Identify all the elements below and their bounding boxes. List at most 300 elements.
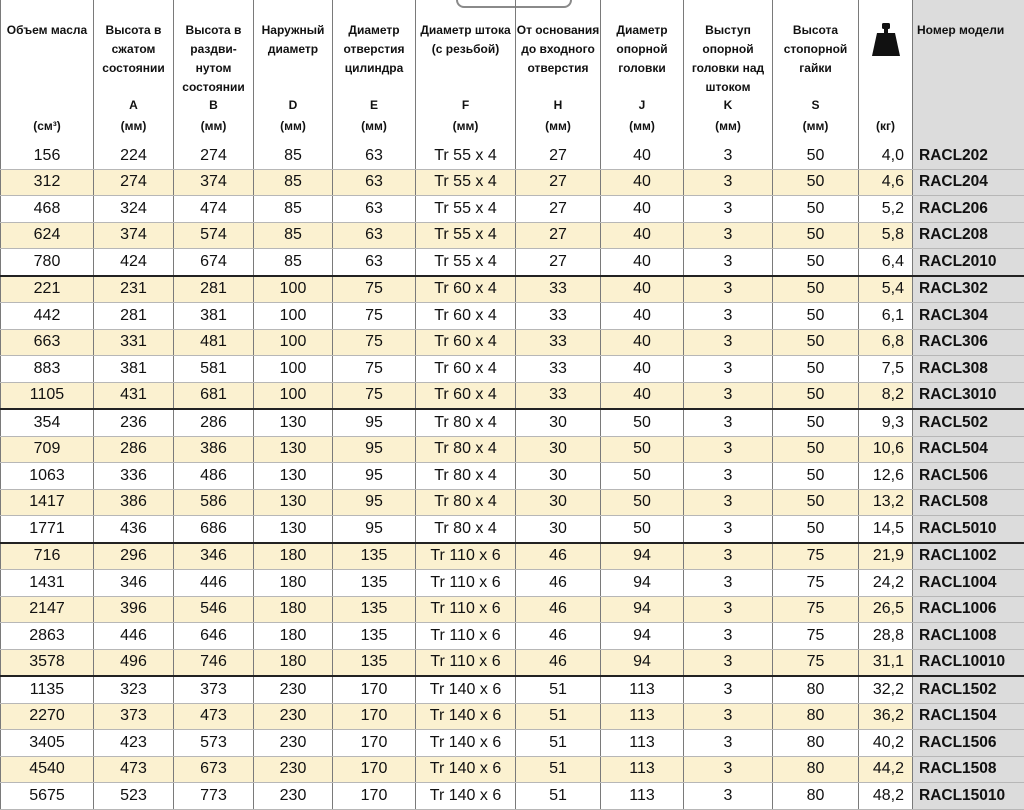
cell-saddle-diameter: 113 <box>601 730 684 757</box>
cell-saddle-diameter: 40 <box>601 222 684 249</box>
cell-extended-height: 586 <box>174 489 254 516</box>
cell-extended-height: 274 <box>174 143 254 169</box>
cell-collapsed-height: 274 <box>94 169 174 196</box>
header-row <box>1 0 1024 143</box>
header-collapsed-height <box>94 0 174 143</box>
cell-saddle-protrusion: 3 <box>684 303 773 330</box>
cell-collapsed-height: 286 <box>94 436 174 463</box>
cell-extended-height: 381 <box>174 303 254 330</box>
cell-base-to-inlet: 27 <box>516 169 601 196</box>
cell-collapsed-height: 446 <box>94 623 174 650</box>
cell-saddle-diameter: 94 <box>601 543 684 570</box>
cell-weight: 13,2 <box>859 489 913 516</box>
cell-model-number: RACL1504 <box>913 703 1024 730</box>
cell-bore-diameter: 135 <box>333 649 416 676</box>
header-letter: K <box>684 96 772 115</box>
cell-rod-diameter: Tr 60 x 4 <box>416 356 516 383</box>
cell-saddle-diameter: 40 <box>601 303 684 330</box>
cell-collapsed-height: 373 <box>94 703 174 730</box>
header-bore-diameter <box>333 0 416 143</box>
cell-locknut-height: 80 <box>773 756 859 783</box>
cell-locknut-height: 80 <box>773 783 859 810</box>
cell-oil-volume: 1417 <box>1 489 94 516</box>
cell-saddle-protrusion: 3 <box>684 676 773 703</box>
cell-saddle-diameter: 113 <box>601 756 684 783</box>
cell-outer-diameter: 180 <box>254 596 333 623</box>
cell-collapsed-height: 323 <box>94 676 174 703</box>
table-row <box>1 329 1024 356</box>
cell-locknut-height: 50 <box>773 222 859 249</box>
cell-model-number: RACL1008 <box>913 623 1024 650</box>
cell-bore-diameter: 95 <box>333 409 416 436</box>
cell-extended-height: 286 <box>174 409 254 436</box>
cell-oil-volume: 2863 <box>1 623 94 650</box>
cell-locknut-height: 75 <box>773 649 859 676</box>
cell-rod-diameter: Tr 140 x 6 <box>416 756 516 783</box>
cell-weight: 31,1 <box>859 649 913 676</box>
cell-extended-height: 681 <box>174 382 254 409</box>
cell-base-to-inlet: 33 <box>516 303 601 330</box>
table-row <box>1 436 1024 463</box>
cell-model-number: RACL15010 <box>913 783 1024 810</box>
cell-collapsed-height: 396 <box>94 596 174 623</box>
header-title: Высота стопорной гайки <box>773 0 858 78</box>
cell-oil-volume: 663 <box>1 329 94 356</box>
header-letter: F <box>416 96 515 115</box>
cell-locknut-height: 50 <box>773 382 859 409</box>
cell-saddle-diameter: 40 <box>601 276 684 303</box>
cell-bore-diameter: 75 <box>333 276 416 303</box>
cell-locknut-height: 50 <box>773 329 859 356</box>
cell-collapsed-height: 296 <box>94 543 174 570</box>
table-row <box>1 196 1024 223</box>
cell-rod-diameter: Tr 60 x 4 <box>416 329 516 356</box>
cell-rod-diameter: Tr 55 x 4 <box>416 222 516 249</box>
table-row <box>1 463 1024 490</box>
cell-oil-volume: 1063 <box>1 463 94 490</box>
table-row <box>1 143 1024 169</box>
table-row <box>1 703 1024 730</box>
cell-base-to-inlet: 27 <box>516 196 601 223</box>
cell-oil-volume: 709 <box>1 436 94 463</box>
cell-oil-volume: 354 <box>1 409 94 436</box>
cell-weight: 5,4 <box>859 276 913 303</box>
cell-base-to-inlet: 46 <box>516 596 601 623</box>
cell-extended-height: 474 <box>174 196 254 223</box>
cell-base-to-inlet: 33 <box>516 329 601 356</box>
cell-locknut-height: 80 <box>773 676 859 703</box>
cell-base-to-inlet: 51 <box>516 730 601 757</box>
header-title: Диаметр отверстия цилиндра <box>333 0 415 78</box>
cell-oil-volume: 716 <box>1 543 94 570</box>
cell-bore-diameter: 75 <box>333 356 416 383</box>
cell-extended-height: 686 <box>174 516 254 543</box>
cell-saddle-protrusion: 3 <box>684 463 773 490</box>
cell-base-to-inlet: 51 <box>516 676 601 703</box>
cell-extended-height: 486 <box>174 463 254 490</box>
weight-icon <box>859 22 912 64</box>
cell-saddle-diameter: 94 <box>601 596 684 623</box>
cell-model-number: RACL308 <box>913 356 1024 383</box>
cell-extended-height: 773 <box>174 783 254 810</box>
cell-base-to-inlet: 33 <box>516 356 601 383</box>
cell-outer-diameter: 100 <box>254 329 333 356</box>
header-letter: J <box>601 96 683 115</box>
header-unit: (кг) <box>859 117 912 136</box>
cell-collapsed-height: 331 <box>94 329 174 356</box>
cell-outer-diameter: 130 <box>254 463 333 490</box>
cell-oil-volume: 1105 <box>1 382 94 409</box>
cell-model-number: RACL502 <box>913 409 1024 436</box>
header-title: Наружный диаметр <box>254 0 332 59</box>
cell-rod-diameter: Tr 110 x 6 <box>416 543 516 570</box>
cell-extended-height: 446 <box>174 570 254 597</box>
cell-base-to-inlet: 51 <box>516 703 601 730</box>
cell-collapsed-height: 431 <box>94 382 174 409</box>
cell-weight: 26,5 <box>859 596 913 623</box>
cell-saddle-protrusion: 3 <box>684 329 773 356</box>
cell-bore-diameter: 75 <box>333 303 416 330</box>
cell-base-to-inlet: 51 <box>516 783 601 810</box>
header-letter: S <box>773 96 858 115</box>
cell-bore-diameter: 95 <box>333 436 416 463</box>
cell-rod-diameter: Tr 80 x 4 <box>416 409 516 436</box>
cell-saddle-protrusion: 3 <box>684 543 773 570</box>
cell-locknut-height: 50 <box>773 463 859 490</box>
cell-rod-diameter: Tr 80 x 4 <box>416 436 516 463</box>
table-row <box>1 276 1024 303</box>
cell-weight: 32,2 <box>859 676 913 703</box>
cell-oil-volume: 3578 <box>1 649 94 676</box>
cell-base-to-inlet: 30 <box>516 516 601 543</box>
cell-weight: 44,2 <box>859 756 913 783</box>
cell-oil-volume: 221 <box>1 276 94 303</box>
cell-extended-height: 374 <box>174 169 254 196</box>
table-row <box>1 489 1024 516</box>
header-unit: (мм) <box>684 117 772 136</box>
cell-weight: 40,2 <box>859 730 913 757</box>
header-locknut-height <box>773 0 859 143</box>
cell-base-to-inlet: 30 <box>516 463 601 490</box>
cell-outer-diameter: 230 <box>254 730 333 757</box>
cell-outer-diameter: 130 <box>254 436 333 463</box>
cell-collapsed-height: 336 <box>94 463 174 490</box>
cell-rod-diameter: Tr 140 x 6 <box>416 783 516 810</box>
header-title: Диаметр опорной головки <box>601 0 683 78</box>
cell-bore-diameter: 170 <box>333 703 416 730</box>
cell-weight: 8,2 <box>859 382 913 409</box>
cell-oil-volume: 442 <box>1 303 94 330</box>
cell-model-number: RACL204 <box>913 169 1024 196</box>
cell-model-number: RACL1004 <box>913 570 1024 597</box>
header-title: Выступ опорной головки над штоком <box>684 0 772 97</box>
cell-rod-diameter: Tr 80 x 4 <box>416 516 516 543</box>
cell-extended-height: 746 <box>174 649 254 676</box>
cell-weight: 5,2 <box>859 196 913 223</box>
cell-rod-diameter: Tr 60 x 4 <box>416 303 516 330</box>
cell-locknut-height: 80 <box>773 703 859 730</box>
cell-outer-diameter: 85 <box>254 222 333 249</box>
cell-model-number: RACL304 <box>913 303 1024 330</box>
cell-outer-diameter: 230 <box>254 756 333 783</box>
table-row <box>1 596 1024 623</box>
cell-collapsed-height: 381 <box>94 356 174 383</box>
cell-base-to-inlet: 27 <box>516 222 601 249</box>
cell-bore-diameter: 63 <box>333 249 416 276</box>
cell-oil-volume: 780 <box>1 249 94 276</box>
cell-oil-volume: 2147 <box>1 596 94 623</box>
cell-saddle-protrusion: 3 <box>684 783 773 810</box>
cell-model-number: RACL1508 <box>913 756 1024 783</box>
cell-oil-volume: 3405 <box>1 730 94 757</box>
cell-base-to-inlet: 46 <box>516 570 601 597</box>
cell-saddle-protrusion: 3 <box>684 409 773 436</box>
table-row <box>1 649 1024 676</box>
cell-bore-diameter: 170 <box>333 730 416 757</box>
header-unit: (мм) <box>254 117 332 136</box>
cell-saddle-protrusion: 3 <box>684 596 773 623</box>
cell-locknut-height: 50 <box>773 196 859 223</box>
cell-model-number: RACL302 <box>913 276 1024 303</box>
cell-rod-diameter: Tr 110 x 6 <box>416 649 516 676</box>
cell-saddle-diameter: 50 <box>601 516 684 543</box>
cell-locknut-height: 50 <box>773 303 859 330</box>
cell-weight: 9,3 <box>859 409 913 436</box>
cell-locknut-height: 50 <box>773 276 859 303</box>
table-row <box>1 169 1024 196</box>
cell-locknut-height: 50 <box>773 489 859 516</box>
header-saddle-diameter <box>601 0 684 143</box>
cell-extended-height: 481 <box>174 329 254 356</box>
cell-saddle-diameter: 50 <box>601 463 684 490</box>
cell-bore-diameter: 63 <box>333 169 416 196</box>
cell-outer-diameter: 100 <box>254 303 333 330</box>
header-title: Высота в сжатом состоянии <box>94 0 173 78</box>
cell-bore-diameter: 135 <box>333 570 416 597</box>
cell-collapsed-height: 473 <box>94 756 174 783</box>
cell-saddle-diameter: 40 <box>601 356 684 383</box>
cell-saddle-diameter: 113 <box>601 783 684 810</box>
cell-rod-diameter: Tr 60 x 4 <box>416 382 516 409</box>
cell-rod-diameter: Tr 55 x 4 <box>416 169 516 196</box>
table-row <box>1 730 1024 757</box>
cell-saddle-diameter: 40 <box>601 382 684 409</box>
cell-model-number: RACL1002 <box>913 543 1024 570</box>
cell-model-number: RACL1506 <box>913 730 1024 757</box>
table-row <box>1 516 1024 543</box>
header-unit: (мм) <box>516 117 600 136</box>
cell-rod-diameter: Tr 60 x 4 <box>416 276 516 303</box>
cell-oil-volume: 2270 <box>1 703 94 730</box>
cell-model-number: RACL508 <box>913 489 1024 516</box>
cell-outer-diameter: 130 <box>254 409 333 436</box>
cell-collapsed-height: 236 <box>94 409 174 436</box>
cell-base-to-inlet: 27 <box>516 143 601 169</box>
cell-rod-diameter: Tr 110 x 6 <box>416 596 516 623</box>
cell-bore-diameter: 75 <box>333 329 416 356</box>
cell-weight: 6,4 <box>859 249 913 276</box>
cell-weight: 5,8 <box>859 222 913 249</box>
cell-base-to-inlet: 30 <box>516 409 601 436</box>
header-oil-volume <box>1 0 94 143</box>
cell-base-to-inlet: 46 <box>516 623 601 650</box>
cell-bore-diameter: 95 <box>333 463 416 490</box>
cell-outer-diameter: 230 <box>254 703 333 730</box>
cell-extended-height: 386 <box>174 436 254 463</box>
cell-outer-diameter: 180 <box>254 623 333 650</box>
cell-model-number: RACL208 <box>913 222 1024 249</box>
header-title: Диаметр штока (с резьбой) <box>416 0 515 59</box>
cell-saddle-diameter: 40 <box>601 143 684 169</box>
cell-bore-diameter: 135 <box>333 543 416 570</box>
header-unit: (см³) <box>1 117 93 136</box>
cell-saddle-protrusion: 3 <box>684 756 773 783</box>
cell-outer-diameter: 85 <box>254 196 333 223</box>
cell-weight: 24,2 <box>859 570 913 597</box>
cell-saddle-diameter: 50 <box>601 409 684 436</box>
cell-weight: 36,2 <box>859 703 913 730</box>
cell-model-number: RACL206 <box>913 196 1024 223</box>
cell-oil-volume: 883 <box>1 356 94 383</box>
cell-collapsed-height: 523 <box>94 783 174 810</box>
cell-saddle-diameter: 94 <box>601 570 684 597</box>
header-letter: A <box>94 96 173 115</box>
cell-base-to-inlet: 51 <box>516 756 601 783</box>
cell-collapsed-height: 423 <box>94 730 174 757</box>
cell-outer-diameter: 180 <box>254 649 333 676</box>
cell-rod-diameter: Tr 140 x 6 <box>416 676 516 703</box>
cell-weight: 6,8 <box>859 329 913 356</box>
cell-model-number: RACL1006 <box>913 596 1024 623</box>
table-row <box>1 756 1024 783</box>
header-outer-diameter <box>254 0 333 143</box>
cell-extended-height: 574 <box>174 222 254 249</box>
cell-rod-diameter: Tr 55 x 4 <box>416 249 516 276</box>
cell-extended-height: 281 <box>174 276 254 303</box>
cell-oil-volume: 1135 <box>1 676 94 703</box>
cell-saddle-protrusion: 3 <box>684 143 773 169</box>
cell-saddle-protrusion: 3 <box>684 623 773 650</box>
cell-locknut-height: 75 <box>773 623 859 650</box>
cell-locknut-height: 80 <box>773 730 859 757</box>
cell-saddle-protrusion: 3 <box>684 570 773 597</box>
cell-extended-height: 581 <box>174 356 254 383</box>
cell-extended-height: 673 <box>174 756 254 783</box>
cell-base-to-inlet: 30 <box>516 489 601 516</box>
cell-extended-height: 674 <box>174 249 254 276</box>
header-extended-height <box>174 0 254 143</box>
cell-outer-diameter: 100 <box>254 382 333 409</box>
table-row <box>1 249 1024 276</box>
cell-model-number: RACL506 <box>913 463 1024 490</box>
cell-oil-volume: 4540 <box>1 756 94 783</box>
cell-saddle-protrusion: 3 <box>684 436 773 463</box>
cell-collapsed-height: 324 <box>94 196 174 223</box>
header-unit: (мм) <box>94 117 173 136</box>
cell-saddle-protrusion: 3 <box>684 703 773 730</box>
cell-rod-diameter: Tr 55 x 4 <box>416 196 516 223</box>
table-row <box>1 676 1024 703</box>
cell-saddle-diameter: 40 <box>601 169 684 196</box>
cell-bore-diameter: 170 <box>333 676 416 703</box>
header-unit: (мм) <box>601 117 683 136</box>
table-row <box>1 303 1024 330</box>
cell-locknut-height: 75 <box>773 570 859 597</box>
table-row <box>1 623 1024 650</box>
cell-bore-diameter: 95 <box>333 489 416 516</box>
cell-rod-diameter: Tr 140 x 6 <box>416 703 516 730</box>
cell-locknut-height: 50 <box>773 409 859 436</box>
cell-saddle-protrusion: 3 <box>684 222 773 249</box>
cell-saddle-diameter: 50 <box>601 436 684 463</box>
cell-model-number: RACL504 <box>913 436 1024 463</box>
cell-saddle-diameter: 94 <box>601 623 684 650</box>
cell-extended-height: 473 <box>174 703 254 730</box>
cell-saddle-diameter: 94 <box>601 649 684 676</box>
cell-locknut-height: 50 <box>773 143 859 169</box>
cell-bore-diameter: 95 <box>333 516 416 543</box>
header-saddle-protrusion <box>684 0 773 143</box>
header-unit: (мм) <box>773 117 858 136</box>
cell-collapsed-height: 346 <box>94 570 174 597</box>
table-row <box>1 543 1024 570</box>
cell-saddle-protrusion: 3 <box>684 382 773 409</box>
cell-model-number: RACL5010 <box>913 516 1024 543</box>
cell-oil-volume: 624 <box>1 222 94 249</box>
cell-outer-diameter: 230 <box>254 783 333 810</box>
cell-oil-volume: 312 <box>1 169 94 196</box>
cell-outer-diameter: 230 <box>254 676 333 703</box>
cell-extended-height: 646 <box>174 623 254 650</box>
cell-outer-diameter: 130 <box>254 489 333 516</box>
cell-saddle-diameter: 113 <box>601 676 684 703</box>
cell-outer-diameter: 180 <box>254 570 333 597</box>
cell-saddle-protrusion: 3 <box>684 516 773 543</box>
cell-bore-diameter: 135 <box>333 623 416 650</box>
header-unit: (мм) <box>416 117 515 136</box>
cell-model-number: RACL10010 <box>913 649 1024 676</box>
cell-weight: 48,2 <box>859 783 913 810</box>
cell-rod-diameter: Tr 110 x 6 <box>416 623 516 650</box>
cell-collapsed-height: 496 <box>94 649 174 676</box>
cell-saddle-protrusion: 3 <box>684 489 773 516</box>
cell-collapsed-height: 281 <box>94 303 174 330</box>
header-letter: H <box>516 96 600 115</box>
header-title: Объем масла <box>1 0 93 40</box>
cell-outer-diameter: 180 <box>254 543 333 570</box>
cell-extended-height: 546 <box>174 596 254 623</box>
cell-base-to-inlet: 46 <box>516 649 601 676</box>
cell-locknut-height: 50 <box>773 249 859 276</box>
cell-base-to-inlet: 30 <box>516 436 601 463</box>
cell-saddle-diameter: 50 <box>601 489 684 516</box>
cell-base-to-inlet: 27 <box>516 249 601 276</box>
header-rod-diameter <box>416 0 516 143</box>
cell-bore-diameter: 135 <box>333 596 416 623</box>
table-row <box>1 570 1024 597</box>
header-title: Высота в раздви-нутом состоянии <box>174 0 253 97</box>
cell-saddle-protrusion: 3 <box>684 169 773 196</box>
cell-saddle-diameter: 40 <box>601 329 684 356</box>
cell-weight: 21,9 <box>859 543 913 570</box>
header-title: От основания до входного отверстия <box>516 0 600 78</box>
cell-weight: 7,5 <box>859 356 913 383</box>
cell-outer-diameter: 85 <box>254 143 333 169</box>
cell-oil-volume: 1431 <box>1 570 94 597</box>
table-body <box>1 143 1024 809</box>
cell-bore-diameter: 63 <box>333 222 416 249</box>
cell-outer-diameter: 100 <box>254 356 333 383</box>
